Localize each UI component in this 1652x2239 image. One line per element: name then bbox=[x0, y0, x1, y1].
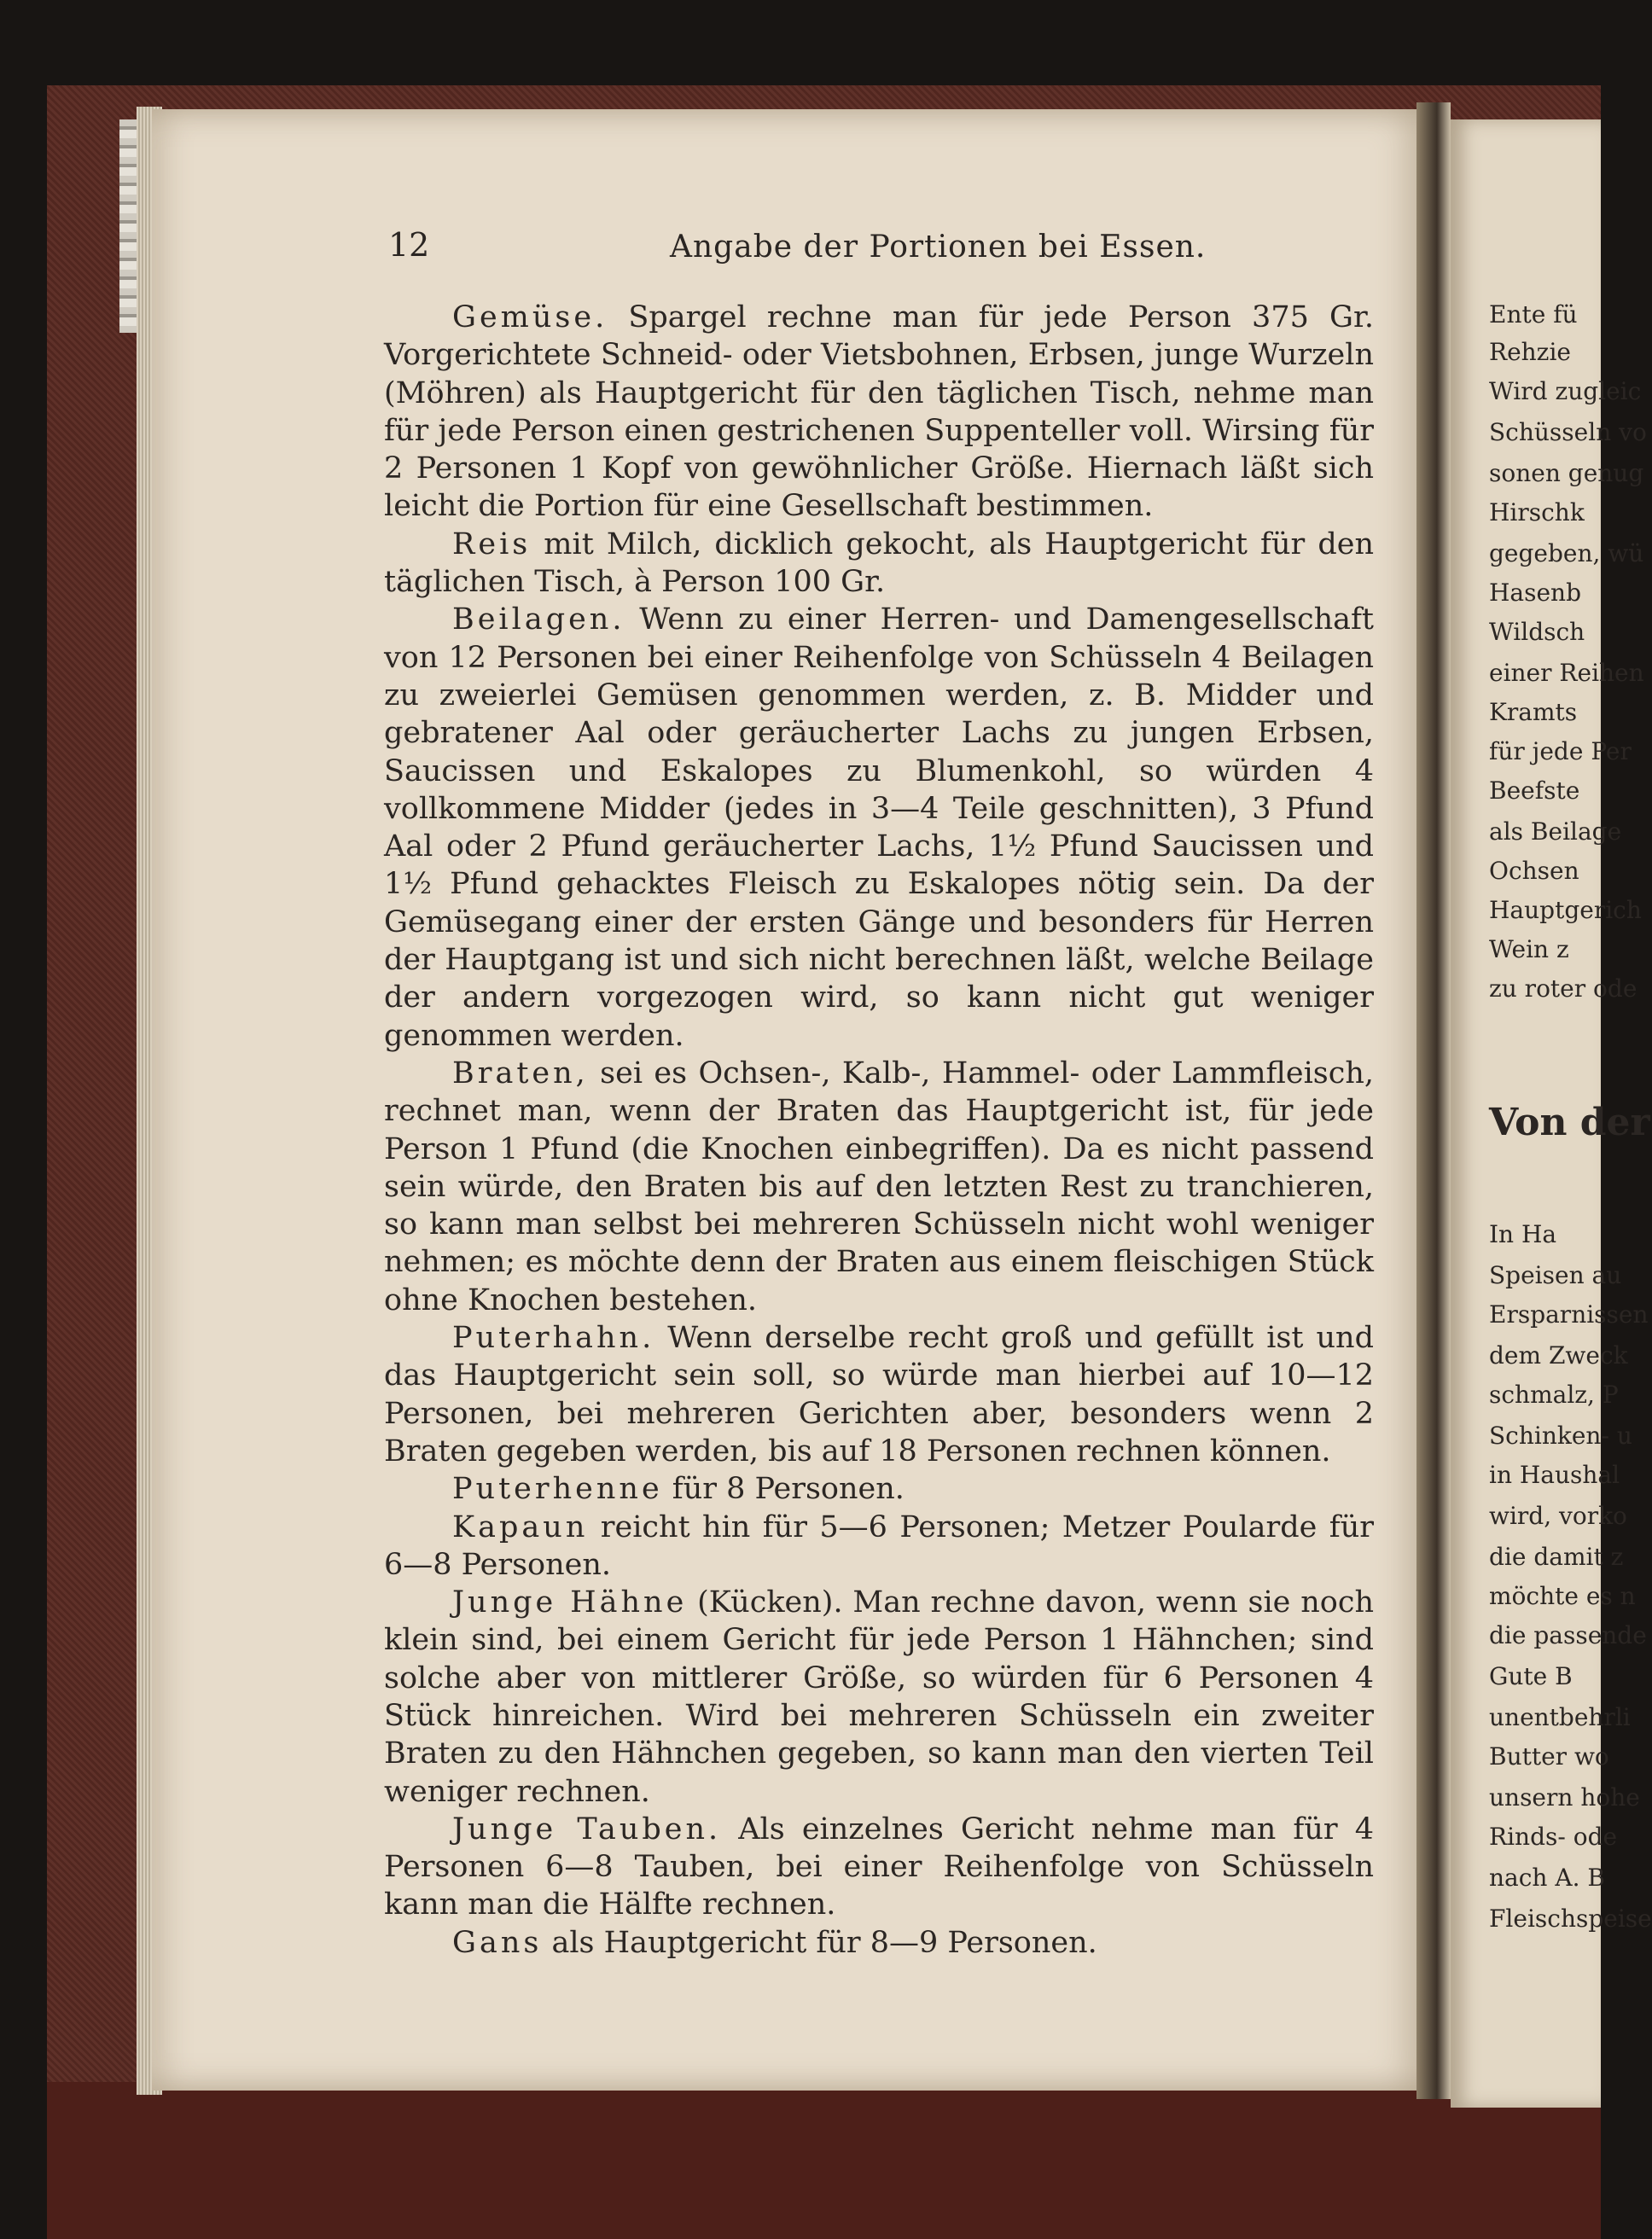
next-page-line: Wildsch bbox=[1489, 618, 1585, 646]
next-page-line: Hauptgerich bbox=[1489, 896, 1642, 924]
paragraph-text: mit Milch, dicklich gekocht, als Hauptgericht für den täglichen Tisch, à Person 100 Gr. bbox=[384, 526, 1374, 600]
next-page-line: Ersparnissen bbox=[1489, 1300, 1649, 1329]
paragraph-text: (Kücken). Man rechne davon, wenn sie noch klein sind, bei einem Gericht für jede Person 1 Hähnchen; sind solche aber von mittlerer Größe, so würden für 6 Personen 4 Stück hinreichen. Wird bei mehreren Schüsseln ein zweiter Braten zu den Hähnchen gegeben, so kann man den vierten Teil weniger rechnen. bbox=[384, 1585, 1374, 1809]
next-page-line: Rehzie bbox=[1489, 338, 1571, 366]
next-page-heading: Von der bbox=[1489, 1101, 1650, 1144]
next-page-line: einer Reihen bbox=[1489, 659, 1644, 687]
next-page-line: Wird zugleic bbox=[1489, 377, 1642, 405]
paragraph-term: Gemüse. bbox=[452, 300, 608, 334]
paragraph-term: Junge Hähne bbox=[452, 1585, 688, 1620]
next-page-line: Kramts bbox=[1489, 698, 1578, 726]
paragraph-text: reicht hin für 5—6 Personen; Metzer Poularde für 6—8 Personen. bbox=[384, 1509, 1374, 1582]
next-page-line: Schüsseln vo bbox=[1489, 418, 1647, 446]
page-header bbox=[388, 226, 1395, 269]
next-page-line: Speisen au bbox=[1489, 1261, 1622, 1289]
next-page-line: in Haushal bbox=[1489, 1461, 1620, 1489]
paragraph-text: Spargel rechne man für jede Person 375 Gr. Vorgerichtete Schneid- oder Vietsbohnen, Erbsen, junge Wurzeln (Möhren) als Hauptgericht für den täglichen Tisch, nehme man für jede Person einen gestrichenen Suppenteller voll. Wirsing für 2 Personen 1 Kopf von gewöhnlicher Größe. Hiernach läßt sich leicht die Portion für eine Gesellschaft bestimmen. bbox=[384, 300, 1374, 524]
next-page-line: gegeben, wü bbox=[1489, 539, 1644, 567]
book-cover-bottom bbox=[47, 2082, 1601, 2239]
next-page-line: Butter wo bbox=[1489, 1742, 1609, 1771]
next-page-line: für jede Per bbox=[1489, 737, 1632, 765]
paragraph-term: Braten, bbox=[452, 1056, 589, 1090]
paragraph bbox=[384, 1470, 1374, 1508]
next-page-line: als Beilage bbox=[1489, 817, 1622, 846]
page-number: 12 bbox=[388, 226, 430, 264]
running-head: Angabe der Portionen bei Essen. bbox=[670, 230, 1207, 265]
paragraph-term: Beilagen. bbox=[452, 602, 625, 637]
paragraph-text: sei es Ochsen-, Kalb-, Hammel- oder Lammfleisch, rechnet man, wenn der Braten das Hauptgericht ist, für jede Person 1 Pfund (die Knochen einbegriffen). Da es nicht passend sein würde, den Braten bis auf den letzten Rest zu tranchieren, so kann man selbst bei mehreren Schüsseln nicht wohl weniger nehmen; es möchte denn der Braten aus einem fleischigen Stück ohne Knochen bestehen. bbox=[384, 1056, 1374, 1317]
next-page-line: Ente fü bbox=[1489, 300, 1578, 329]
paragraph bbox=[384, 526, 1374, 602]
next-page-line: Schinken- u bbox=[1489, 1422, 1632, 1450]
paragraph-text: Wenn zu einer Herren- und Damengesellschaft von 12 Personen bei einer Reihenfolge von Schüsseln 4 Beilagen zu zweierlei Gemüsen genommen werden, z. B. Midder und gebratener Aal oder geräucherter Lachs zu jungen Erbsen, Saucissen und Eskalopes zu Blumenkohl, so würden 4 vollkommene Midder (jedes in 3—4 Teile geschnitten), 3 Pfund Aal oder 2 Pfund geräucherter Lachs, 1½ Pfund Saucissen und 1½ Pfund gehacktes Fleisch zu Eskalopes nötig sein. Da der Gemüsegang einer der ersten Gänge und besonders für Herren der Hauptgang ist und sich nicht berechnen läßt, welche Beilage der andern vorgezogen wird, so kann nicht gut weniger genommen werden. bbox=[384, 602, 1374, 1053]
next-page-line: Beefste bbox=[1489, 776, 1580, 805]
book-gutter bbox=[1416, 102, 1451, 2099]
next-page-line: dem Zweck bbox=[1489, 1341, 1628, 1370]
next-page-line: Hirschk bbox=[1489, 498, 1585, 526]
paragraph bbox=[384, 1055, 1374, 1319]
next-page-line: Fleischspeise bbox=[1489, 1905, 1652, 1933]
next-page-line: möchte es n bbox=[1489, 1582, 1636, 1610]
next-page-line: unentbehrli bbox=[1489, 1703, 1631, 1731]
paragraph bbox=[384, 1811, 1374, 1924]
paragraph-text: für 8 Personen. bbox=[662, 1472, 905, 1507]
paragraph bbox=[384, 299, 1374, 526]
paragraph bbox=[384, 1319, 1374, 1470]
body-text bbox=[384, 299, 1374, 1962]
paragraph-text: Als einzelnes Gericht nehme man für 4 Personen 6—8 Tauben, bei einer Reihenfolge von Schüsseln kann man die Hälfte rechnen. bbox=[384, 1812, 1374, 1922]
next-page-line: Ochsen bbox=[1489, 857, 1579, 885]
next-page-line: Hasenb bbox=[1489, 579, 1582, 607]
next-page-line: zu roter ode bbox=[1489, 974, 1637, 1003]
paragraph-term: Kapaun bbox=[452, 1509, 589, 1544]
next-page-line: Gute B bbox=[1489, 1662, 1573, 1690]
paragraph bbox=[384, 1584, 1374, 1811]
next-page-line: wird, vorko bbox=[1489, 1502, 1627, 1530]
paragraph bbox=[384, 601, 1374, 1055]
paragraph bbox=[384, 1924, 1374, 1962]
next-page-line: die passende bbox=[1489, 1621, 1647, 1649]
next-page-line: sonen genug bbox=[1489, 459, 1644, 487]
next-page-line: schmalz, P bbox=[1489, 1381, 1619, 1409]
next-page-line: die damit z bbox=[1489, 1543, 1624, 1571]
paragraph-term: Gans bbox=[452, 1925, 543, 1960]
next-page-line: Rinds- ode bbox=[1489, 1823, 1618, 1851]
paragraph-text: als Hauptgericht für 8—9 Personen. bbox=[542, 1925, 1097, 1960]
next-page-line: Wein z bbox=[1489, 935, 1569, 963]
paragraph-term: Reis bbox=[452, 526, 532, 561]
paragraph-term: Puterhenne bbox=[452, 1472, 663, 1507]
next-page-line: nach A. B bbox=[1489, 1864, 1605, 1892]
paragraph-term: Junge Tauben. bbox=[452, 1812, 722, 1846]
paragraph-text: Wenn derselbe recht groß und gefüllt ist und das Hauptgericht sein soll, so würde man hierbei auf 10—12 Personen, bei mehreren Gerichten aber, besonders wenn 2 Braten gegeben werden, bis auf 18 Personen rechnen können. bbox=[384, 1321, 1374, 1468]
paragraph-term: Puterhahn. bbox=[452, 1321, 655, 1356]
paragraph bbox=[384, 1509, 1374, 1585]
next-page-line: unsern hohe bbox=[1489, 1783, 1640, 1812]
next-page-line: In Ha bbox=[1489, 1220, 1557, 1248]
